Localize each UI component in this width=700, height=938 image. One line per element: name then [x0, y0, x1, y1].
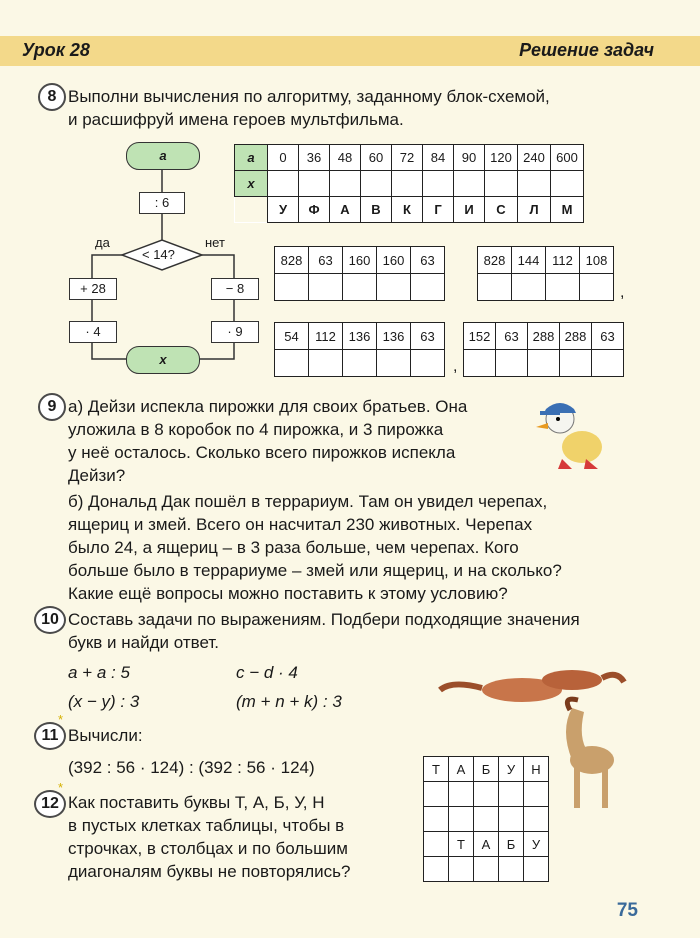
- a-value: 48: [330, 145, 361, 171]
- letter-cell: Л: [518, 197, 551, 223]
- a-value: 600: [551, 145, 584, 171]
- square-cell: Б: [474, 757, 499, 782]
- task-12-star: *: [58, 780, 64, 795]
- code-cell: 108: [580, 247, 614, 274]
- task-9a-line3: у неё осталось. Сколько всего пирожков испекла: [68, 443, 456, 462]
- task-11-expression: (392 : 56 · 124) : (392 : 56 · 124): [68, 758, 315, 777]
- code-cell: 144: [512, 247, 546, 274]
- expression-1: a + a : 5: [68, 663, 130, 682]
- code-table-2: [477, 246, 614, 301]
- x-cell: [485, 171, 518, 197]
- flow-yes: да: [95, 235, 110, 250]
- row-a-label: a: [235, 145, 268, 171]
- flow-end: x: [126, 346, 200, 374]
- letter-cell: И: [454, 197, 485, 223]
- flow-plus28: + 28: [69, 278, 117, 300]
- square-cell: [424, 832, 449, 857]
- code-cell: 828: [275, 247, 309, 274]
- task-11-title: Вычисли:: [68, 726, 143, 745]
- task-9b-line3: было 24, а ящериц – в 3 раза больше, чем черепах. Кого: [68, 538, 519, 557]
- code-cell: 288: [528, 323, 560, 350]
- page-number: 75: [616, 900, 638, 921]
- task-12-line3: строчках, в столбцах и по большим: [68, 839, 348, 858]
- code-cell: 288: [560, 323, 592, 350]
- row-x-label: x: [235, 171, 268, 197]
- page-header: [0, 36, 700, 66]
- task-12-line4: диагоналям буквы не повторялись?: [68, 862, 351, 881]
- task-9a-line1: а) Дейзи испекла пирожки для своих братьев. Она: [68, 397, 468, 416]
- task-10-line2: букв и найди ответ.: [68, 633, 219, 652]
- square-cell: У: [524, 832, 549, 857]
- task-8-text-line1: Выполни вычисления по алгоритму, заданному блок-схемой,: [68, 87, 550, 106]
- flow-mul4: · 4: [69, 321, 117, 343]
- code-cell: 160: [377, 247, 411, 274]
- square-cell: Н: [524, 757, 549, 782]
- letter-cell: А: [330, 197, 361, 223]
- square-cell: У: [499, 757, 524, 782]
- a-value: 0: [268, 145, 299, 171]
- task-9b-line2: ящериц и змей. Всего он насчитал 230 животных. Черепах: [68, 515, 533, 534]
- expression-3: (x − y) : 3: [68, 692, 140, 711]
- x-cell: [551, 171, 584, 197]
- x-cell: [392, 171, 423, 197]
- a-value: 72: [392, 145, 423, 171]
- x-cell: [268, 171, 299, 197]
- x-cell: [330, 171, 361, 197]
- a-value: 240: [518, 145, 551, 171]
- flow-divide: : 6: [139, 192, 185, 214]
- expression-2: c − d · 4: [236, 663, 298, 682]
- letter-cell: В: [361, 197, 392, 223]
- task-12-number: 12: [34, 790, 66, 818]
- code-cell: 112: [546, 247, 580, 274]
- letter-cell: Г: [423, 197, 454, 223]
- a-value: 120: [485, 145, 518, 171]
- code-cell: 54: [275, 323, 309, 350]
- topic-title: Решение задач: [519, 40, 654, 60]
- task-12-line1: Как поставить буквы Т, А, Б, У, Н: [68, 793, 325, 812]
- flow-no: нет: [205, 235, 225, 250]
- letter-cell: К: [392, 197, 423, 223]
- flow-mul9: · 9: [211, 321, 259, 343]
- code-cell: 828: [478, 247, 512, 274]
- expression-4: (m + n + k) : 3: [236, 692, 342, 711]
- task-9b-line5: Какие ещё вопросы можно поставить к этому условию?: [68, 584, 508, 603]
- square-cell: Б: [499, 832, 524, 857]
- task-9b-line4: больше было в террариуме – змей или ящериц, и на сколько?: [68, 561, 562, 580]
- a-value: 84: [423, 145, 454, 171]
- task-9-number: 9: [38, 393, 66, 421]
- code-table-3: [274, 322, 445, 377]
- task-8-number: 8: [38, 83, 66, 111]
- code-cell: 112: [309, 323, 343, 350]
- x-cell: [518, 171, 551, 197]
- flow-start: a: [126, 142, 200, 170]
- letter-square: [423, 756, 549, 882]
- task-12-line2: в пустых клетках таблицы, чтобы в: [68, 816, 345, 835]
- x-cell: [361, 171, 392, 197]
- code-cell: 63: [411, 323, 445, 350]
- code-cell: 63: [411, 247, 445, 274]
- task-11-number: 11: [34, 722, 66, 750]
- flow-condition: < 14?: [142, 247, 175, 262]
- code-cell: 136: [343, 323, 377, 350]
- task-9b-line1: б) Дональд Дак пошёл в террариум. Там он увидел черепах,: [68, 492, 548, 511]
- a-value: 90: [454, 145, 485, 171]
- letter-cell: М: [551, 197, 584, 223]
- square-cell: А: [474, 832, 499, 857]
- x-cell: [423, 171, 454, 197]
- task-10-number: 10: [34, 606, 66, 634]
- code-cell: 63: [309, 247, 343, 274]
- code-cell: 63: [496, 323, 528, 350]
- duck-illustration: [532, 395, 617, 475]
- comma-2: ,: [453, 358, 458, 375]
- lesson-title: Урок 28: [22, 40, 90, 60]
- comma-1: ,: [620, 284, 625, 301]
- square-cell: А: [449, 757, 474, 782]
- code-table-1: [274, 246, 445, 301]
- square-cell: Т: [424, 757, 449, 782]
- task-11-star: *: [58, 712, 64, 727]
- x-cell: [299, 171, 330, 197]
- letter-cell: У: [268, 197, 299, 223]
- task-10-line1: Составь задачи по выражениям. Подбери подходящие значения: [68, 610, 580, 629]
- flow-minus8: − 8: [211, 278, 259, 300]
- code-cell: 152: [464, 323, 496, 350]
- letter-cell: Ф: [299, 197, 330, 223]
- code-cell: 63: [592, 323, 624, 350]
- algorithm-table: [234, 144, 584, 223]
- task-8-text-line2: и расшифруй имена героев мультфильма.: [68, 110, 404, 129]
- code-table-4: [463, 322, 624, 377]
- task-9a-line4: Дейзи?: [68, 466, 126, 485]
- letter-cell: С: [485, 197, 518, 223]
- a-value: 36: [299, 145, 330, 171]
- task-9a-line2: уложила в 8 коробок по 4 пирожка, и 3 пирожка: [68, 420, 444, 439]
- code-cell: 136: [377, 323, 411, 350]
- square-cell: Т: [449, 832, 474, 857]
- a-value: 60: [361, 145, 392, 171]
- x-cell: [454, 171, 485, 197]
- code-cell: 160: [343, 247, 377, 274]
